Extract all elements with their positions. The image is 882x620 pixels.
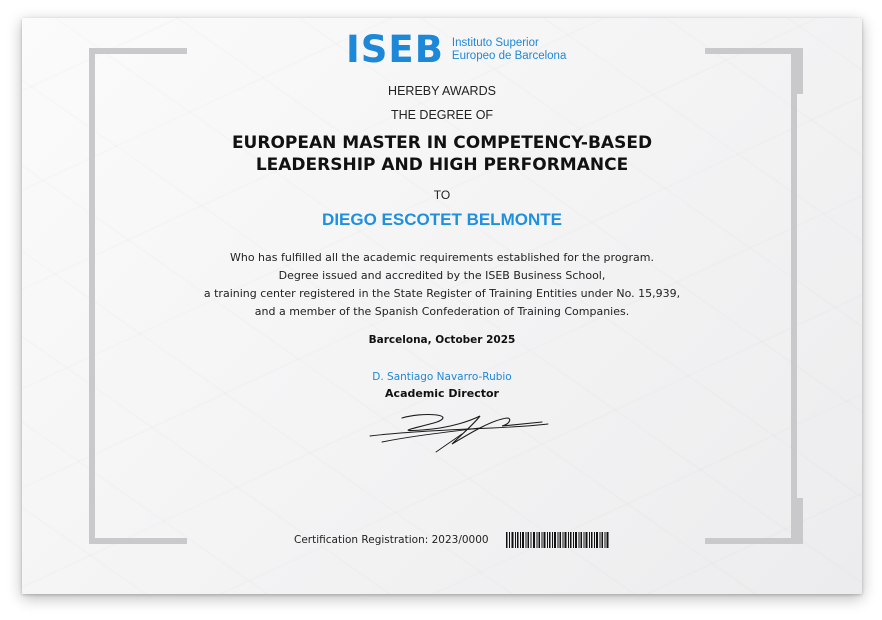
- iseb-logo: [346, 30, 566, 70]
- degree-title-line-2: LEADERSHIP AND HIGH PERFORMANCE: [255, 155, 629, 175]
- frame-bracket-bottom-left: [89, 498, 187, 544]
- handwritten-signature: [362, 410, 552, 454]
- signer-name: D. Santiago Navarro-Rubio: [372, 371, 512, 383]
- degree-of: THE DEGREE OF: [390, 108, 494, 122]
- place-date: Barcelona, October 2025: [368, 334, 516, 346]
- description: [22, 249, 862, 321]
- logo-line-1: Instituto Superior: [451, 37, 539, 49]
- certificate: [22, 18, 862, 594]
- to-label: TO: [433, 188, 451, 202]
- logo-line-2: Europeo de Barcelona: [451, 50, 567, 62]
- description-line: and a member of the Spanish Confederation of Training Companies.: [254, 305, 630, 318]
- hereby-awards: HEREBY AWARDS: [388, 84, 496, 98]
- description-line: a training center registered in the State Register of Training Entities under No. 15,939,: [203, 287, 681, 300]
- degree-title: [22, 132, 862, 176]
- logo-subtitle: [452, 37, 566, 63]
- description-line: Who has fulfilled all the academic requirements established for the program.: [229, 251, 654, 264]
- recipient-name: DIEGO ESCOTET BELMONTE: [322, 210, 562, 229]
- logo-mark: ISEB: [346, 28, 444, 71]
- description-line: Degree issued and accredited by the ISEB Business School,: [278, 269, 606, 282]
- barcode-icon: [506, 532, 610, 548]
- degree-title-line-1: EUROPEAN MASTER IN COMPETENCY-BASED: [231, 133, 653, 153]
- signer-role: Academic Director: [385, 387, 499, 400]
- frame-bracket-bottom-right: [705, 498, 803, 544]
- certification-registration: Certification Registration: 2023/0000: [294, 534, 489, 546]
